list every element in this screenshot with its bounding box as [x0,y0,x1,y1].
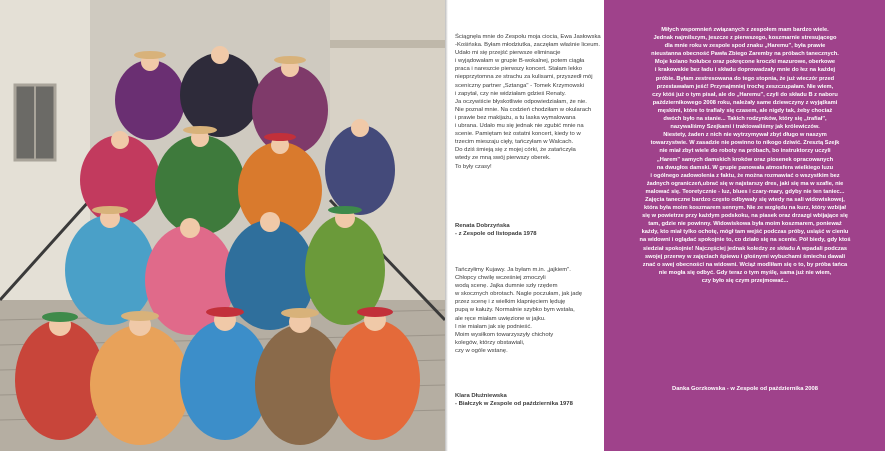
memory-text-3: Miłych wspomnień związanych z zespołem mam bardzo wiele. Jednak najmilszym, jeszcze z pierwszego, koszmarnie stresującego dla mnie roku w zespole spod znaku „Haremu", była prawie nieustanna obecność Pawła Zbiego Zaremby na próbach tanecznych. Moje kolano hołubce oraz pokręcone kroczki mazurowe, oberkowe i krakowskie bez ładu i składu doprowadzały mnie do łez na każdej próbie. Byłam zestresowana do tego stopnia, że już wieczór przed przestawałam jeść! Przynajmniej trochę zeszczupałam. Nie wiem, czy któś już o tym pisał, ale do „Haremu", czyli do składu B z naboru październikowego 2008 roku, należały same dziewczyny z wyjątkami męskimi, które to trafiały się czasem, ale nigdy tak, żeby chociaż dwóch było na stanie... Takich rodzynków, który się „trafiał", nazywaliśmy Szejkami i traktowaliśmy jak królewiczów. Niestety, żaden z nich nie wytrzymywał zbyt długo w naszym towarzystwie. W zasadzie nie powinno to nikogo dziwić. Zresztą Szejk nie miał zbyt wiele do roboty na próbach, bo instruktorzy uczyli „Harem" samych damskich kroków oraz piosenek opracowanych na dwugłos damski. W grupie panowała atmosfera wielkiego luzu i ogólnego zadowolenia z faktu, że można rozmawiać o wszystkim bez żadnych ograniczeń,ubrać się w najstarszy dres, jaki się ma w szafie, nie malować się. Teoretycznie - luz, blues i czary-mary, gdyby nie ten taniec... Zajęcia taneczne bardzo często odbywały się wtedy na sali widowiskowej, która była moim koszmarem sennym. Nie ze względu na kurz, który wzbijał się w powietrze przy każdym podskoku, na piasek oraz drzazgi wbijające się tam, gdzie nie powinny. Widowiskowa była moim koszmarem, ponieważ każdy, kto miał tylko ochotę, mógł tam wejść podczas próby, usiąść w cieniu na widowni i oglądać spokojnie to, co działo się na scenie. Pół biedy, gdy ktoś siedział spokojnie! Najczęściej jednak koledzy ze składu A wpadali podczas swojej przerwy w zajęciach śpiewu i głośnymi wybuchami śmiechu dawali znać o swej obecności na widowni. Wciąż modliłam się o to, by próba tańca nie mogła się odbyć. Gdy teraz o tym myślę, sama już nie wiem, czy było się czym przejmować... [639,27,851,284]
signature-1: Renata Dobrzyńska - z Zespole od listopada 1978 [455,223,537,238]
memory-text-1: Ściągnęła mnie do Zespołu moja ciocia, Ewa Jasłowska -Kośińska. Byłam młodziutka, zaczęłam właśnie liceum. Udało mi się przejść pierwsze eliminacje i wyjądowałam w grupie B-wokalnej, potem ciągła praca i nareszcie pierwszy koncert. Stałam lekko niepprzytomna ze strachu za kulisami, przyszedł mój sceniczny partner „Sztanga" - Tomek Krzymowski i zapytał, czy nie widziałam gdzieś Renaty. Ja oczywiście błyskotliwie odpowiedziałam, że nie. Nie poznał mnie. Na codzień chodziłam w okularach i prawie bez makijażu, a tu laska wymalowana i ubrana. Udało mu się jednak nie zgubić mnie na scenie. Pamiętam też ostatni koncert, kiedy to w trzecim mieszaju cięły, tańczyłam w Walcach. Do dziś śmieją się z mojej córki, że zatańczyła wtedy ze mną swój pierwszy oberek. To były czasy! [455,34,601,170]
page-gutter [445,0,448,451]
memory-text-2: Tańczyłimy Kujawy. Ja byłam m.in. „jajkiem". Chłopcy chwilę wcześniej zmoczyli wodą scenę. Jajka dumnie szły rzędem w skocznych obrotach. Nagle poczułam, jak jadę przez scenę i z wielkim klapnięciem lęduję pupą w kałuży. Normalnie szybko bym wstała, ale ręce miałam uwięzione w jajku. I nie miałam jak się podnieść. Moim wysiłkom towarzyszyły chichoty kolegów, którzy obstawiali, czy w ogóle wstanę. [455,267,583,354]
signature-3: Danka Gorzkowska - w Zespole od października 2008 [672,386,818,392]
middle-text-column [455,0,605,451]
purple-text-panel [604,0,885,451]
signature-2: Klara Dłużniewska - Białczyk w Zespole od października 1978 [455,393,573,408]
